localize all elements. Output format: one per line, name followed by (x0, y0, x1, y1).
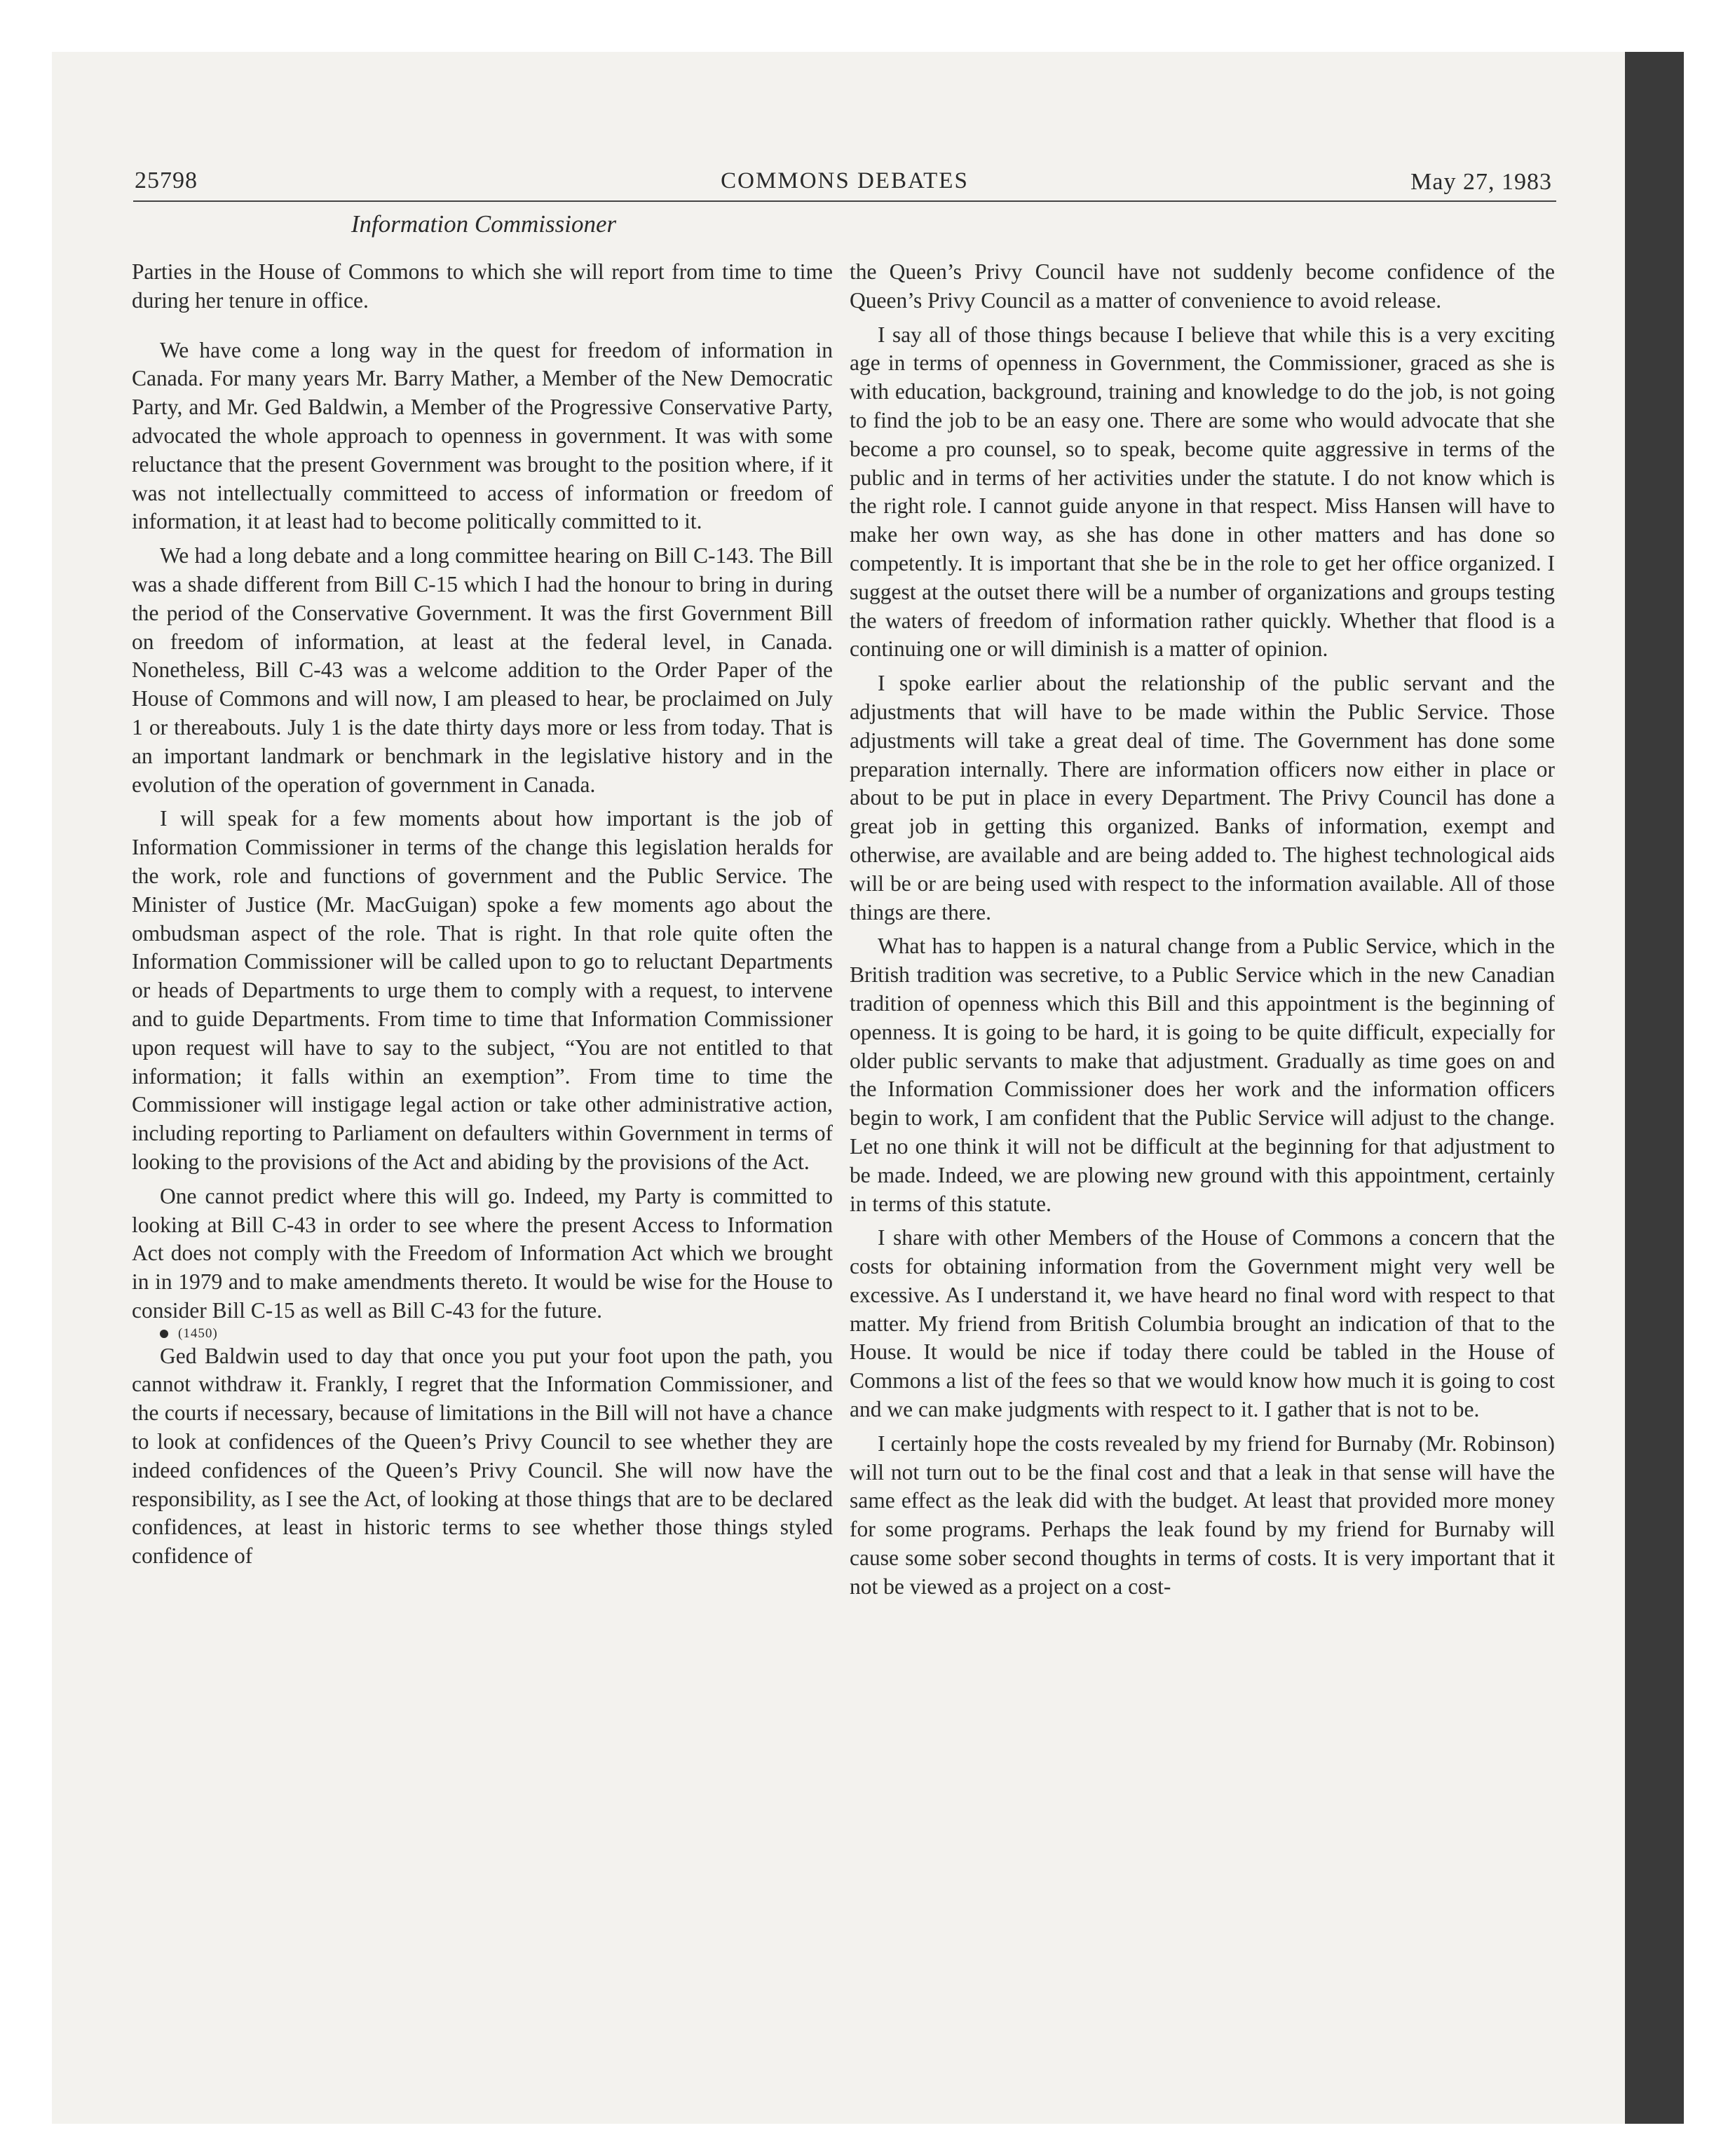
paragraph: Ged Baldwin used to day that once you put your foot upon the path, you cannot withdraw it. Frankly, I regret that the Information Commissioner, and the courts if necessary, because of limitations in the Bill will not have a chance to look at confidences of the Queen’s Privy Council to see whether they are indeed confidences of the Queen’s Privy Council. She will now have the responsibility, as I see the Act, of looking at those things that are to be declared confidences, at least in historic terms to see whether those things styled confidence of (132, 1343, 833, 1569)
paragraph: Parties in the House of Commons to which she will report from time to time during her tenure in office. (132, 259, 833, 313)
time-marker (132, 1325, 833, 1342)
page-date: May 27, 1983 (1410, 169, 1552, 195)
paragraph: I share with other Members of the House of Commons a concern that the costs for obtaining information from the Government might very well be excessive. As I understand it, we have heard no final word with respect to that matter. My friend from British Columbia brought an indication of that to the House. It would be nice if today there could be tabled in the House of Commons a list of the fees so that we would know how much it is going to cost and we can make judgments with respect to it. I gather that is not to be. (850, 1225, 1555, 1422)
bullet-icon (160, 1330, 168, 1338)
paragraph: One cannot predict where this will go. Indeed, my Party is committed to looking at Bill C-43 in order to see where the present Access to Information Act does not comply with the Freedom of Information Act which we brought in in 1979 and to make amendments thereto. It would be wise for the House to consider Bill C-15 as well as Bill C-43 for the future. (132, 1183, 833, 1323)
scan-edge-shadow (1625, 52, 1684, 2124)
section-title: Information Commissioner (351, 210, 617, 238)
right-column (850, 258, 1555, 1602)
paragraph: We have come a long way in the quest for freedom of information in Canada. For many years Mr. Barry Mather, a Member of the New Democratic Party, and Mr. Ged Baldwin, a Member of the Progressive Conservative Party, advocated the whole approach to openness in government. It was with some reluctance that the present Government was brought to the position where, if it was not intellectually committeed to access of information or freedom of information, it at least had to become politically committed to it. (132, 337, 833, 534)
paragraph: I will speak for a few moments about how important is the job of Information Commissioner in terms of the change this legislation heralds for the work, role and functions of government and the Public Service. The Minister of Justice (Mr. MacGuigan) spoke a few moments ago about the ombudsman aspect of the role. That is right. In that role quite often the Information Commissioner will be called upon to go to reluctant Departments or heads of Departments to urge them to comply with a request, to intervene and to guide Departments. From time to time that Information Commissioner upon request will have to say to the subject, “You are not entitled to that information; it falls within an exemption”. From time to time the Commissioner will instigage legal action or take other administrative action, including reporting to Parliament on defaulters within Government in terms of looking to the provisions of the Act and abiding by the provisions of the Act. (132, 806, 833, 1174)
paragraph: I spoke earlier about the relationship of the public servant and the adjustments that will have to be made within the Public Service. Those adjustments will take a great deal of time. The Government has done some preparation internally. There are information officers now either in place or about to be put in place in every Department. The Privy Council has done a great job in getting this organized. Banks of information, exempt and otherwise, are available and are being added to. The highest technological aids will be or are being used with respect to the information available. All of those things are there. (850, 671, 1555, 925)
paragraph: the Queen’s Privy Council have not suddenly become confidence of the Queen’s Privy Council as a matter of convenience to avoid release. (850, 259, 1555, 313)
left-column (132, 258, 833, 1571)
paragraph: What has to happen is a natural change from a Public Service, which in the British tradition was secretive, to a Public Service which in the new Canadian tradition of openness which this Bill and this appointment is the beginning of openness. It is going to be hard, it is going to be quite difficult, expecially for older public servants to make that adjustment. Gradually as time goes on and the Information Commissioner does her work and the information officers begin to work, I am confident that the Public Service will adjust to the change. Let no one think it will not be difficult at the beginning for that adjustment to be made. Indeed, we are plowing new ground with this appointment, certainly in terms of this statute. (850, 934, 1555, 1216)
paragraph: We had a long debate and a long committee hearing on Bill C-143. The Bill was a shade different from Bill C-15 which I had the honour to bring in during the period of the Conservative Government. It was the first Government Bill on freedom of information, at least at the federal level, in Canada. Nonetheless, Bill C-43 was a welcome addition to the Order Paper of the House of Commons and will now, I am pleased to hear, be proclaimed on July 1 or thereabouts. July 1 is the date thirty days more or less from today. That is an important landmark or benchmark in the legislative history and in the evolution of the operation of government in Canada. (132, 543, 833, 797)
paragraph: I say all of those things because I believe that while this is a very exciting age in terms of openness in Government, the Commissioner, graced as she is with education, background, training and knowledge to do the job, is not going to find the job to be an easy one. There are some who would advocate that she become a pro counsel, so to speak, become quite aggressive in terms of the public and in terms of her activities under the statute. I do not know which is the right role. I cannot guide anyone in that respect. Miss Hansen will have to make her own way, as she has done in other matters and has done so competently. It is important that she be in the role to get her office organized. I suggest at the outset there will be a number of organizations and groups testing the waters of freedom of information rather quickly. Whether that flood is a continuing one or will diminish is a matter of opinion. (850, 322, 1555, 662)
page-number: 25798 (135, 168, 198, 193)
page-header (133, 163, 1556, 202)
time-marker-text: (1450) (178, 1325, 218, 1341)
paragraph: I certainly hope the costs revealed by my friend for Burnaby (Mr. Robinson) will not turn out to be the final cost and that a leak in that sense will have the same effect as the leak did with the budget. At least that provided more money for some programs. Perhaps the leak found by my friend for Burnaby will cause some sober second thoughts in terms of costs. It is very important that it not be viewed as a project on a cost- (850, 1431, 1555, 1599)
publication-title: COMMONS DEBATES (721, 168, 969, 193)
